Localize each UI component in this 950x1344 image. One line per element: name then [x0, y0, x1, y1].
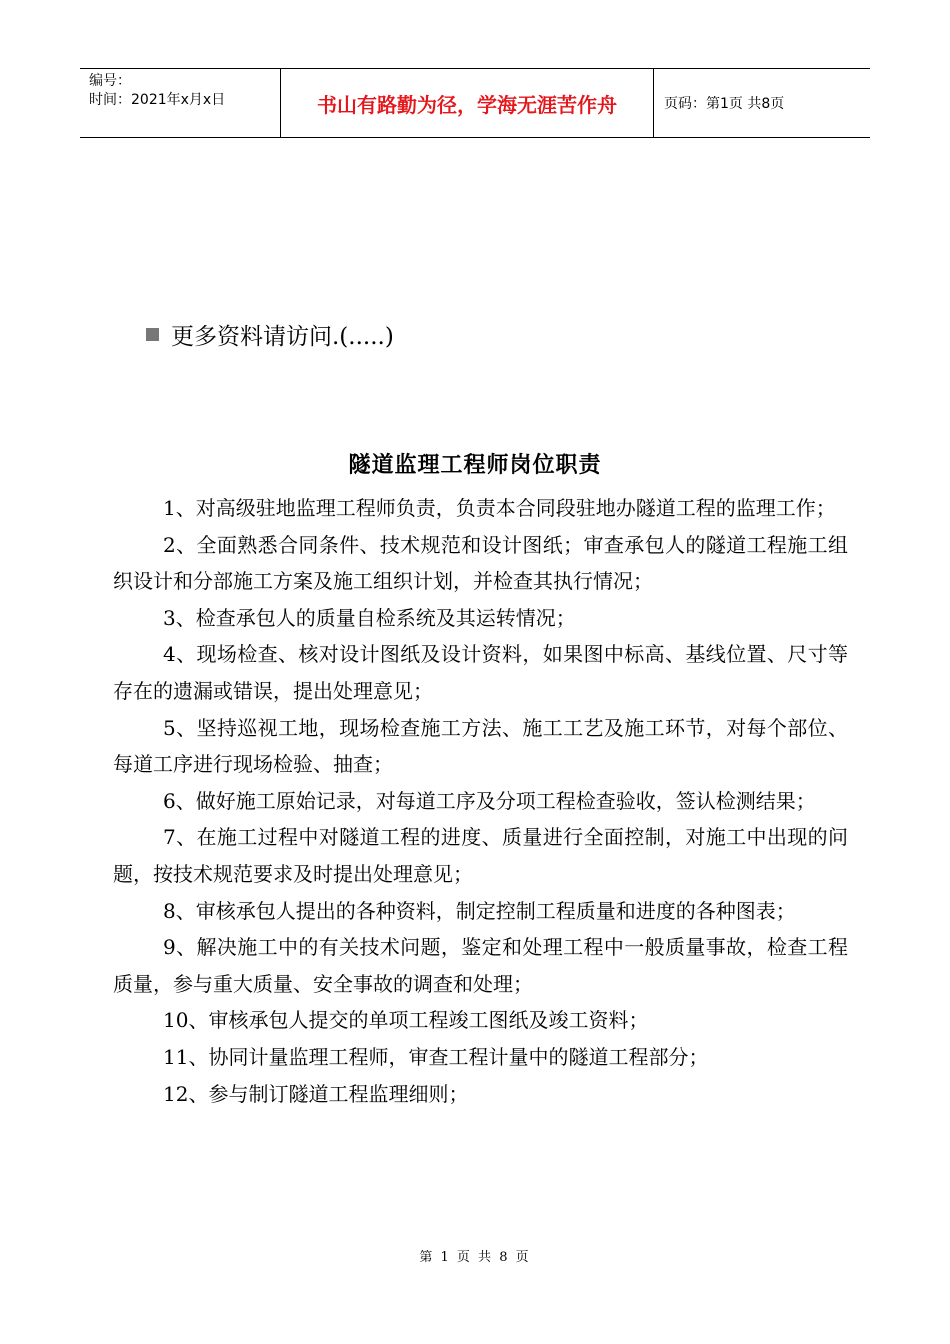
header-motto: 书山有路勤为径，学海无涯苦作舟 [281, 69, 654, 137]
duty-list [113, 490, 848, 1112]
duty-item: 6、做好施工原始记录，对每道工序及分项工程检查验收，签认检测结果； [163, 788, 816, 813]
duty-item: 3、检查承包人的质量自检系统及其运转情况； [163, 605, 576, 630]
document-title: 隧道监理工程师岗位职责 [348, 452, 602, 478]
duty-item: 5、坚持巡视工地，现场检查施工方法、施工工艺及施工环节，对每个部位、每道工序进行现场检验、抽查； [113, 715, 848, 777]
duty-item: 10、审核承包人提交的单项工程竣工图纸及竣工资料； [163, 1008, 649, 1033]
square-bullet-icon [146, 328, 159, 341]
duty-item: 1、对高级驻地监理工程师负责，负责本合同段驻地办隧道工程的监理工作； [163, 496, 836, 520]
duty-item: 11、协同计量监理工程师，审查工程计量中的隧道工程部分； [163, 1044, 709, 1069]
page-header [80, 68, 870, 138]
header-info-cell [80, 69, 281, 137]
duty-item: 7、在施工过程中对隧道工程的进度、质量进行全面控制，对施工中出现的问题，按技术规范要求及时提出处理意见； [113, 825, 848, 886]
document-date: 时间：2021年x月x日 [89, 92, 226, 108]
page-footer: 第 1 页 共 8 页 [419, 1250, 531, 1265]
duty-item: 2、全面熟悉合同条件、技术规范和设计图纸；审查承包人的隧道工程施工组织设计和分部施工方案及施工组织计划，并检查其执行情况； [113, 532, 848, 594]
header-page-code: 页码：第1页 共8页 [664, 96, 785, 112]
more-resources-link[interactable] [146, 318, 394, 351]
duty-item: 9、解决施工中的有关技术问题，鉴定和处理工程中一般质量事故，检查工程质量，参与重大质量、安全事故的调查和处理； [113, 935, 848, 996]
more-resources-text: 更多资料请访问.(.....) [171, 324, 394, 350]
document-number-label: 编号： [89, 73, 131, 89]
duty-item: 8、审核承包人提出的各种资料，制定控制工程质量和进度的各种图表； [163, 898, 796, 923]
duty-item: 12、参与制订隧道工程监理细则； [163, 1081, 469, 1106]
duty-item: 4、现场检查、核对设计图纸及设计资料，如果图中标高、基线位置、尺寸等存在的遗漏或错误，提出处理意见； [113, 642, 848, 703]
